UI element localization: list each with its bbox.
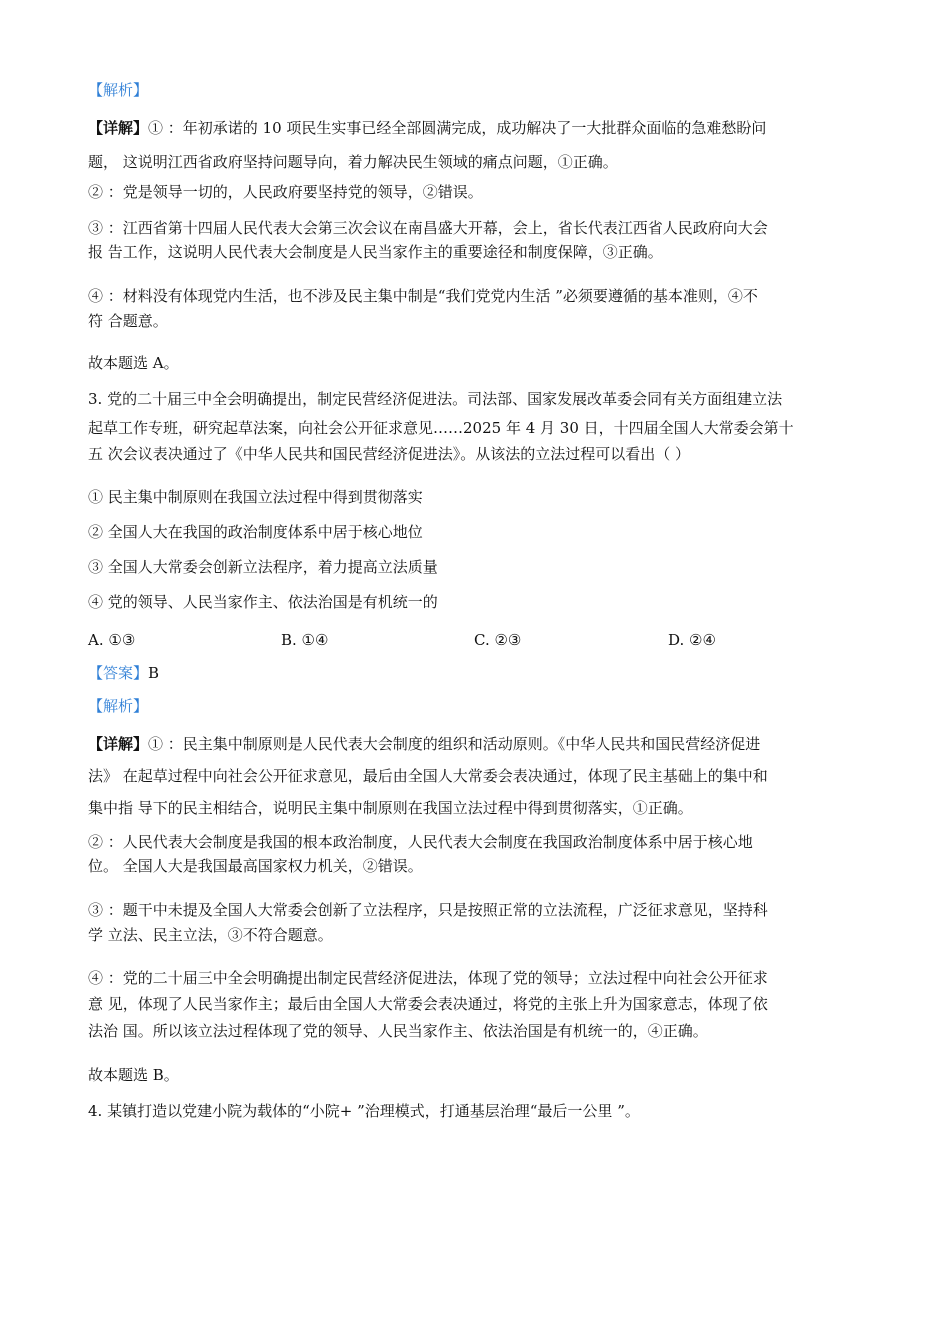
detail-paragraph-2-line-1: ② ：人民代表大会制度是我国的根本政治制度，人民代表大会制度在我国政治制度体系中居于核心地 — [88, 833, 753, 851]
conclusion: 故本题选 A。 — [88, 354, 179, 372]
detail-label: 【详解】 — [88, 735, 149, 753]
detail-paragraph-4-line-2: 意 见，体现了人民当家作主；最后由全国人大常委会表决通过，将党的主张上升为国家意志，体现了依 — [88, 995, 768, 1013]
answer-line — [88, 663, 868, 683]
detail-paragraph-1-line-3: 集中指 导下的民主相结合，说明民主集中制原则在我国立法过程中得到贯彻落实，①正确。 — [88, 799, 693, 817]
detail-text: ① ：年初承诺的 10 项民生实事已经全部圆满完成，成功解决了一大批群众面临的急难愁盼问 — [148, 119, 767, 137]
question-3-stem-line-3: 五 次会议表决通过了《中华人民共和国民营经济促进法》。从该法的立法过程可以看出（ ） — [88, 445, 691, 463]
detail-paragraph-2-line-2: 位。 全国人大是我国最高国家权力机关，②错误。 — [88, 857, 423, 875]
detail-paragraph-4-line-1: ④ ：材料没有体现党内生活，也不涉及民主集中制是“我们党党内生活 ”必须要遵循的基本准则，④不 — [88, 287, 758, 305]
conclusion: 故本题选 B。 — [88, 1066, 179, 1084]
detail-paragraph-3-line-1: ③ ：江西省第十四届人民代表大会第三次会议在南昌盛大开幕，会上，省长代表江西省人民政府向大会 — [88, 219, 768, 237]
question-4-stem-line-1: 4. 某镇打造以党建小院为载体的“小院+ ”治理模式，打通基层治理“最后一公里 ”。 — [88, 1102, 640, 1120]
statement-4: ④ 党的领导、人民当家作主、依法治国是有机统一的 — [88, 593, 438, 611]
option-d: D. ②④ — [668, 631, 716, 649]
option-b: B. ①④ — [281, 631, 329, 649]
analysis-label: 【解析】 — [88, 697, 149, 715]
detail-text: ① ：民主集中制原则是人民代表大会制度的组织和活动原则。《中华人民共和国民营经济促进 — [148, 735, 761, 753]
detail-paragraph-1-line-2: 法》 在起草过程中向社会公开征求意见，最后由全国人大常委会表决通过，体现了民主基础上的集中和 — [88, 767, 768, 785]
detail-paragraph-3-line-2: 学 立法、民主立法，③不符合题意。 — [88, 926, 333, 944]
detail-label: 【详解】 — [88, 119, 149, 137]
question-3-stem-line-1: 3. 党的二十届三中全会明确提出，制定民营经济促进法。司法部、国家发展改革委会同有关方面组建立法 — [88, 390, 783, 408]
analysis-label: 【解析】 — [88, 81, 149, 99]
option-a: A. ①③ — [88, 631, 136, 649]
detail-paragraph-4-line-3: 法治 国。所以该立法过程体现了党的领导、人民当家作主、依法治国是有机统一的，④正确。 — [88, 1022, 708, 1040]
statement-2: ② 全国人大在我国的政治制度体系中居于核心地位 — [88, 523, 423, 541]
question-3-stem-line-2: 起草工作专班，研究起草法案，向社会公开征求意见……2025 年 4 月 30 日，十四届全国人大常委会第十 — [88, 419, 794, 437]
detail-paragraph-1-line-1 — [88, 734, 868, 754]
detail-paragraph-3-line-2: 报 告工作，这说明人民代表大会制度是人民当家作主的重要途径和制度保障，③正确。 — [88, 243, 663, 261]
answer-label: 【答案】 — [88, 664, 149, 682]
detail-paragraph-3-line-1: ③ ：题干中未提及全国人大常委会创新了立法程序，只是按照正常的立法流程，广泛征求意见，坚持科 — [88, 901, 768, 919]
detail-paragraph-1-line-1 — [88, 118, 868, 138]
answer-value: B — [148, 664, 160, 682]
statement-3: ③ 全国人大常委会创新立法程序，着力提高立法质量 — [88, 558, 438, 576]
detail-paragraph-2: ② ：党是领导一切的，人民政府要坚持党的领导，②错误。 — [88, 183, 483, 201]
statement-1: ① 民主集中制原则在我国立法过程中得到贯彻落实 — [88, 488, 423, 506]
option-c: C. ②③ — [474, 631, 522, 649]
detail-paragraph-4-line-1: ④ ：党的二十届三中全会明确提出制定民营经济促进法，体现了党的领导；立法过程中向社会公开征求 — [88, 969, 768, 987]
detail-paragraph-1-line-2: 题， 这说明江西省政府坚持问题导向，着力解决民生领域的痛点问题，①正确。 — [88, 153, 618, 171]
detail-paragraph-4-line-2: 符 合题意。 — [88, 312, 168, 330]
